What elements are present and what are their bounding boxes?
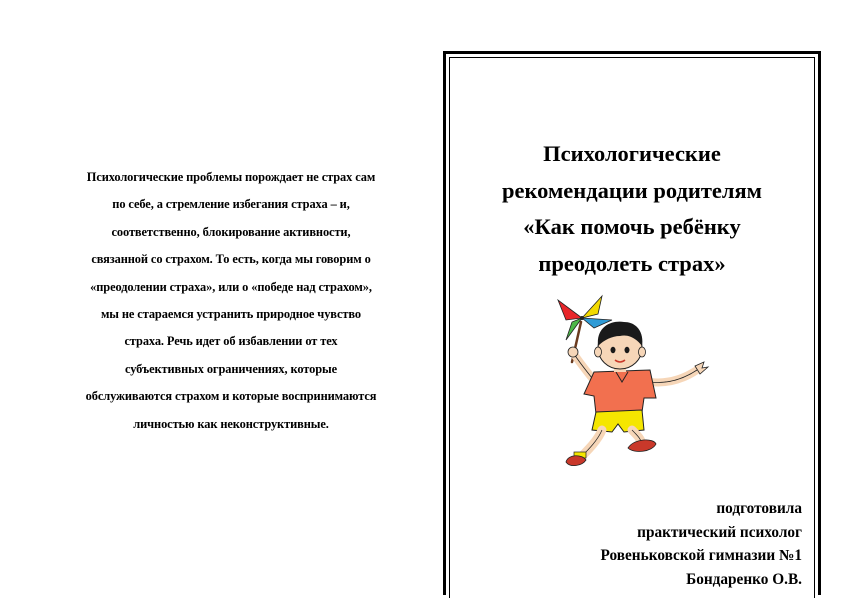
paragraph-line: обслуживаются страхом и которые воспринимаются [85,389,377,404]
credit-line: Бондаренко О.В. [686,570,802,588]
paragraph-line: страха. Речь идет об избавлении от тех [124,334,338,349]
title-line: Психологические [543,141,721,166]
paragraph-line: мы не стараемся устранить природное чувство [100,307,362,322]
title-line: преодолеть страх» [538,250,726,276]
paragraph-line: Психологические проблемы порождает не страх сам [86,170,376,184]
left-page-text [52,164,410,438]
paragraph-line: по себе, а стремление избегания страха – и, [112,197,350,212]
paragraph-line: связанной со страхом. То есть, когда мы говорим о [91,252,371,267]
paragraph-line: «преодолении страха», или о «победе над страхом», [90,279,372,294]
credit-line: практический психолог [637,523,802,541]
cover-title [447,136,817,282]
credit-line: подготовила [716,500,802,517]
title-line: «Как помочь ребёнку [523,214,741,239]
paragraph-line: субъективных ограничениях, которые [125,361,337,376]
credit-line: Ровеньковской гимназии №1 [600,547,802,564]
paragraph-line: соответственно, блокирование активности, [111,224,351,239]
title-line: рекомендации родителям [501,177,763,203]
boy-with-pinwheel-icon [552,290,712,475]
paragraph-line: личностью как неконструктивные. [133,416,329,431]
cover-credits [502,497,802,591]
